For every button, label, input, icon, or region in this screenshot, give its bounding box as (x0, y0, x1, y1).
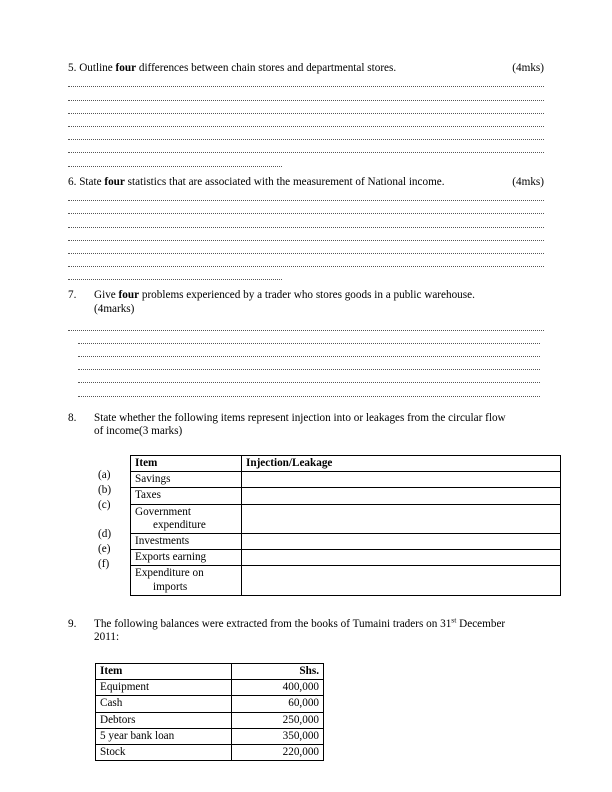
item-cell-cash: Cash (96, 696, 232, 712)
item-cell-taxes: Taxes (131, 488, 242, 504)
answer-line[interactable] (68, 220, 544, 233)
table-row (131, 504, 561, 533)
table-row (96, 744, 324, 760)
answer-line[interactable] (68, 193, 544, 206)
answer-line[interactable] (68, 79, 544, 92)
item-cell-investments: Investments (131, 533, 242, 549)
answer-line[interactable] (68, 349, 544, 362)
question-7 (68, 289, 544, 401)
question-6-text-after: statistics that are associated with the measurement of National income. (124, 175, 445, 188)
question-8-line-2: of income(3 marks) (94, 425, 183, 438)
column-header-item: Item (131, 455, 242, 471)
table-row (96, 696, 324, 712)
question-5-text (68, 62, 544, 75)
column-header-item: Item (96, 663, 232, 679)
question-7-bold-word: four (118, 289, 140, 302)
answer-cell-expenditure-on-imports[interactable] (242, 566, 561, 595)
item-cell-exports-earning: Exports earning (131, 550, 242, 566)
item-cell-equipment: Equipment (96, 680, 232, 696)
question-5-marks: (4mks) (512, 62, 544, 74)
question-5-bold-word: four (115, 62, 137, 74)
answer-cell-investments[interactable] (242, 533, 561, 549)
page-content (68, 62, 544, 761)
answer-cell-government-expenditure[interactable] (242, 504, 561, 533)
item-text-line-1: Government (135, 505, 191, 518)
table-row (96, 712, 324, 728)
answer-line[interactable] (68, 145, 544, 158)
item-cell-debtors: Debtors (96, 712, 232, 728)
question-8-number: 8. (68, 411, 77, 424)
table-row (96, 728, 324, 744)
question-5-text-before: Outline (79, 62, 116, 74)
column-header-injection-leakage: Injection/Leakage (242, 455, 561, 471)
item-cell-savings: Savings (131, 472, 242, 488)
table-header-row (96, 663, 324, 679)
injection-leakage-table-wrapper (68, 455, 544, 596)
item-cell-expenditure-on-imports (131, 566, 242, 595)
table-row (131, 472, 561, 488)
question-9-number: 9. (68, 617, 77, 630)
question-9 (68, 615, 544, 761)
table-row (131, 550, 561, 566)
question-5-number: 5. (68, 62, 77, 74)
balances-table (95, 663, 324, 761)
question-7-marks: (4marks) (94, 303, 135, 316)
answer-line[interactable] (68, 93, 544, 106)
question-7-text (68, 289, 544, 316)
amount-cell-cash: 60,000 (232, 696, 324, 712)
question-7-text-after: problems experienced by a trader who stores goods in a public warehouse. (139, 289, 475, 302)
answer-line[interactable] (68, 233, 544, 246)
spacer (68, 645, 544, 663)
question-6-marks: (4mks) (512, 175, 544, 188)
amount-cell-5-year-bank-loan: 350,000 (232, 728, 324, 744)
question-5-text-after: differences between chain stores and departmental stores. (136, 62, 397, 74)
table-row (131, 533, 561, 549)
answer-line[interactable] (68, 375, 544, 388)
answer-line[interactable] (68, 106, 544, 119)
item-cell-government-expenditure (131, 504, 242, 533)
question-6-number: 6. (68, 175, 77, 188)
item-text-line-2: imports (153, 580, 188, 593)
question-7-text-before: Give (94, 289, 119, 302)
question-6-bold-word: four (104, 175, 125, 188)
item-cell-5-year-bank-loan: 5 year bank loan (96, 728, 232, 744)
row-label-b: (b) (98, 483, 112, 496)
answer-cell-savings[interactable] (242, 472, 561, 488)
amount-cell-debtors: 250,000 (232, 712, 324, 728)
answer-line[interactable] (68, 336, 544, 349)
answer-line[interactable] (68, 323, 544, 336)
item-text-line-2: expenditure (153, 518, 206, 531)
row-label-e: (e) (98, 542, 111, 555)
question-8 (68, 412, 544, 596)
question-8-text (68, 412, 544, 439)
injection-leakage-table (130, 455, 561, 596)
answer-cell-taxes[interactable] (242, 488, 561, 504)
table-row (131, 488, 561, 504)
item-text-line-1: Expenditure on (135, 567, 204, 580)
question-9-line-1-part-1: The following balances were extracted from the books of Tumaini traders on 31 (94, 617, 452, 630)
answer-line[interactable] (68, 119, 544, 132)
answer-line[interactable] (68, 362, 544, 375)
table-row (131, 566, 561, 595)
question-9-ordinal-suffix: st (451, 615, 457, 625)
question-6-text-before: State (79, 175, 105, 188)
table-header-row (131, 455, 561, 471)
answer-line[interactable] (68, 246, 544, 259)
question-6-text (68, 176, 544, 189)
table-row (96, 680, 324, 696)
question-9-text (68, 615, 544, 645)
question-7-number: 7. (68, 289, 77, 302)
question-9-line-1-part-2: December (456, 617, 506, 630)
spacer (68, 596, 544, 618)
row-label-d: (d) (98, 527, 112, 540)
answer-line[interactable] (68, 159, 544, 172)
item-cell-stock: Stock (96, 744, 232, 760)
row-label-f: (f) (98, 557, 110, 570)
answer-line[interactable] (68, 259, 544, 272)
row-label-a: (a) (98, 468, 111, 481)
spacer (68, 439, 544, 455)
answer-line[interactable] (68, 389, 544, 402)
spacer (68, 402, 544, 412)
question-8-line-1: State whether the following items represent injection into or leakages from the circular flow (94, 411, 506, 424)
answer-cell-exports-earning[interactable] (242, 550, 561, 566)
column-header-shs: Shs. (232, 663, 324, 679)
answer-line[interactable] (68, 272, 544, 285)
amount-cell-equipment: 400,000 (232, 680, 324, 696)
row-label-c: (c) (98, 498, 111, 511)
answer-line[interactable] (68, 132, 544, 145)
question-5 (68, 62, 544, 172)
question-9-line-2: 2011: (94, 631, 120, 644)
question-6 (68, 176, 544, 286)
amount-cell-stock: 220,000 (232, 744, 324, 760)
answer-line[interactable] (68, 206, 544, 219)
